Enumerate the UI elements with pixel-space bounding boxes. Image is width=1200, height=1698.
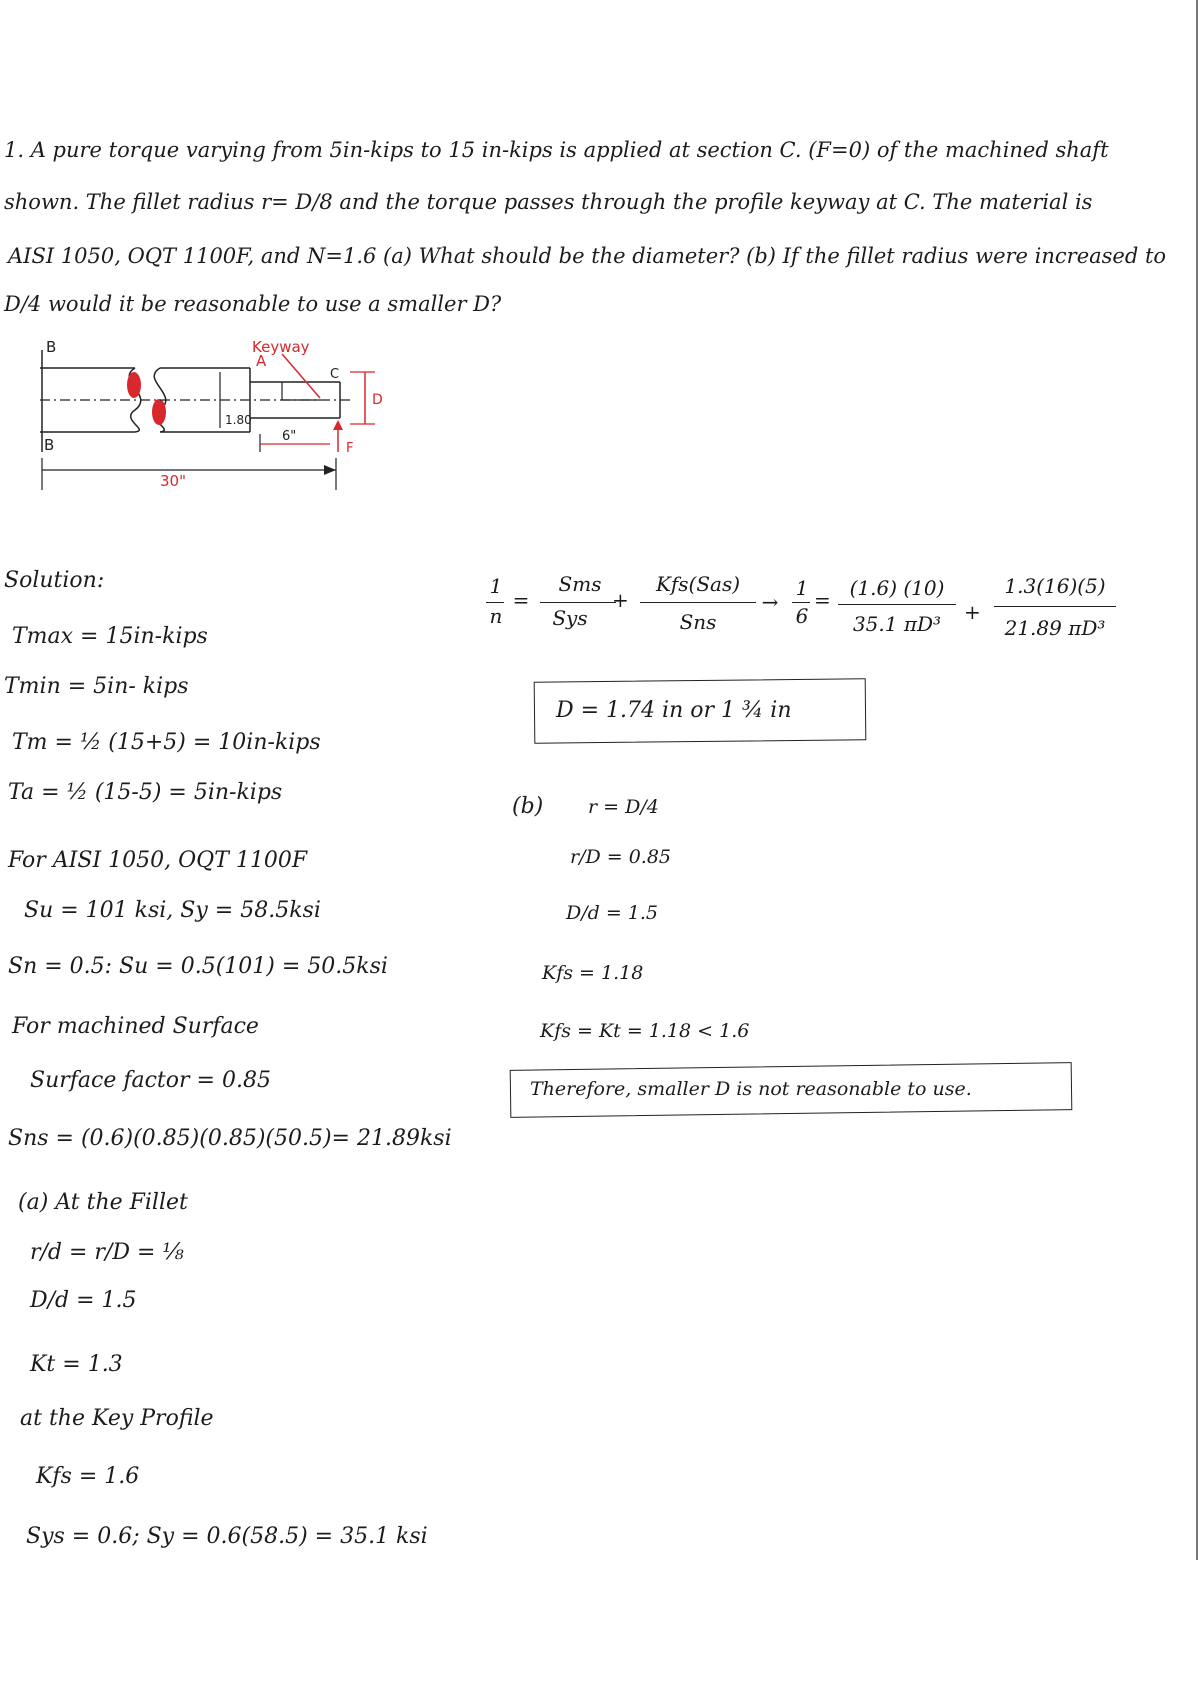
dim-6: 6": [282, 429, 297, 444]
label-b-bottom: B: [44, 436, 55, 454]
eq-arrow: →: [761, 590, 779, 614]
part-b-d-ratio: D/d = 1.5: [566, 902, 659, 924]
problem-line-4: D/4 would it be reasonable to use a smaller D?: [4, 292, 502, 316]
eq-lhs-den: n: [489, 604, 503, 628]
shaft-diagram: [20, 340, 400, 530]
tm: Tm = ½ (15+5) = 10in-kips: [12, 730, 321, 755]
r-over-d: r/d = r/D = ⅛: [30, 1240, 184, 1265]
eq-t1-num: Sms: [558, 572, 602, 596]
kt-value: Kt = 1.3: [30, 1352, 123, 1377]
dim-180: 1.80: [225, 413, 252, 427]
eq-lhs-bar: [486, 602, 504, 603]
eq-t2-den: Sns: [679, 610, 717, 634]
eq-plus-1: +: [612, 588, 629, 612]
eq-r-lhs-bar: [792, 602, 810, 603]
eq-plus-2: +: [964, 600, 981, 624]
kfs-value: Kfs = 1.6: [36, 1464, 140, 1489]
problem-line-1: 1. A pure torque varying from 5in-kips to 15 in-kips is applied at section C. (F=0) of the machined shaft: [4, 138, 1109, 162]
key-profile-heading: at the Key Profile: [20, 1406, 214, 1431]
part-b-kfs: Kfs = 1.18: [542, 962, 644, 984]
surface-heading: For machined Surface: [12, 1014, 259, 1039]
page-edge: [1196, 0, 1198, 1560]
eq-r-lhs-num: 1: [795, 576, 809, 600]
eq-lhs-num: 1: [489, 574, 503, 598]
big-d-over-d: D/d = 1.5: [30, 1288, 137, 1313]
eq-t2-num: Kfs(Sas): [655, 572, 741, 596]
su-sy: Su = 101 ksi, Sy = 58.5ksi: [24, 898, 321, 923]
eq-r-t1-bar: [838, 604, 956, 605]
material: For AISI 1050, OQT 1100F: [8, 848, 308, 873]
eq-equals: =: [512, 588, 530, 612]
part-b-r-over-d: r/D = 0.85: [570, 846, 672, 868]
eq-r-t1-den: 35.1 πD³: [852, 612, 942, 636]
part-b-compare: Kfs = Kt = 1.18 < 1.6: [540, 1020, 750, 1042]
part-b-r: r = D/4: [588, 796, 659, 818]
dim-30: 30": [160, 472, 186, 490]
eq-r-t2-bar: [994, 606, 1116, 607]
label-d: D: [372, 392, 383, 408]
eq-r-t1-num: (1.6) (10): [849, 576, 945, 600]
eq-r-lhs-den: 6: [795, 604, 809, 628]
eq-t1-bar: [540, 602, 616, 603]
problem-line-3: AISI 1050, OQT 1100F, and N=1.6 (a) What should be the diameter? (b) If the fillet radius were increased to: [8, 244, 1167, 268]
section-fill-right: [152, 399, 166, 425]
eq-r-equals: =: [814, 588, 831, 612]
part-b-label: (b): [512, 794, 544, 819]
eq-r-t2-num: 1.3(16)(5): [1004, 574, 1106, 598]
section-fill-left: [127, 372, 141, 398]
problem-line-2: shown. The fillet radius r= D/8 and the torque passes through the profile keyway at C. The material is: [4, 190, 1093, 214]
eq-t2-bar: [640, 602, 756, 603]
label-a: A: [256, 352, 267, 370]
result-a: D = 1.74 in or 1 ¾ in: [556, 698, 792, 723]
tmin: Tmin = 5in- kips: [4, 674, 189, 699]
label-c: C: [330, 367, 340, 382]
label-f: F: [346, 441, 354, 456]
eq-t1-den: Sys: [552, 606, 588, 630]
tmax: Tmax = 15in-kips: [12, 624, 208, 649]
keyway-label: Keyway: [252, 340, 310, 356]
part-a-heading: (a) At the Fillet: [18, 1190, 188, 1215]
sys-value: Sys = 0.6; Sy = 0.6(58.5) = 35.1 ksi: [26, 1524, 428, 1549]
label-b-top: B: [46, 340, 57, 356]
sns: Sns = (0.6)(0.85)(0.85)(50.5)= 21.89ksi: [8, 1126, 452, 1151]
eq-r-t2-den: 21.89 πD³: [1004, 616, 1106, 640]
ta: Ta = ½ (15-5) = 5in-kips: [8, 780, 283, 805]
solution-heading: Solution:: [4, 568, 105, 593]
surface-factor: Surface factor = 0.85: [30, 1068, 271, 1093]
sn: Sn = 0.5: Su = 0.5(101) = 50.5ksi: [8, 954, 388, 979]
conclusion: Therefore, smaller D is not reasonable to use.: [530, 1078, 972, 1100]
